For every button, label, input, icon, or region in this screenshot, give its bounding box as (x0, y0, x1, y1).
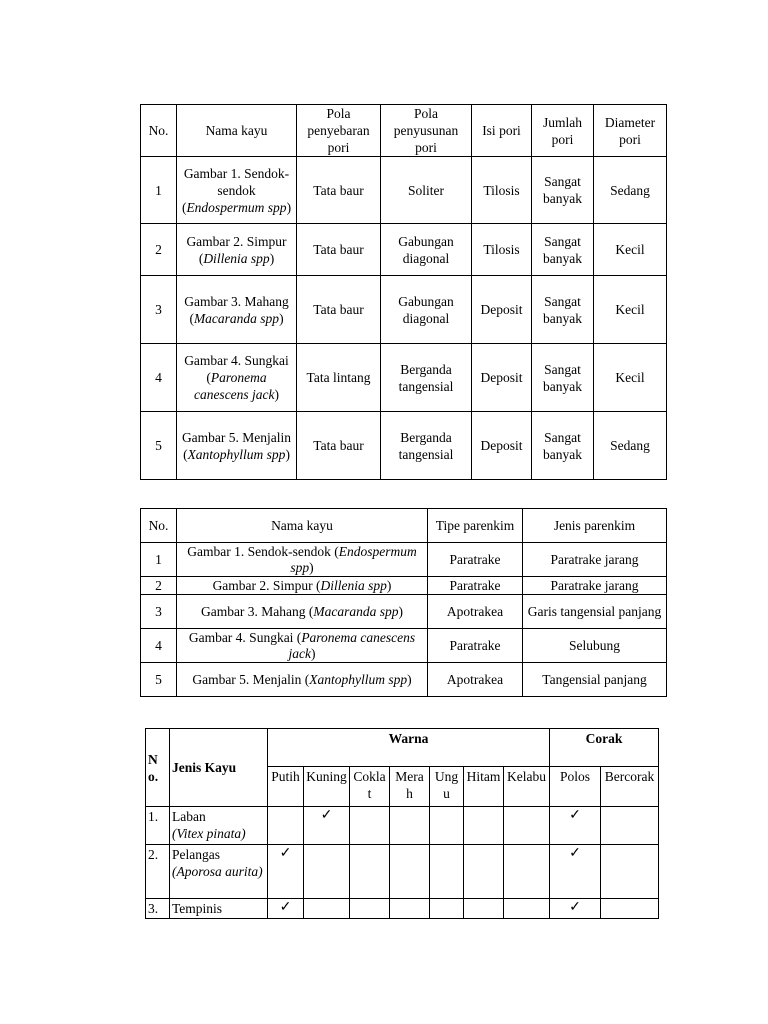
warna-cell (268, 899, 304, 919)
header-corak-col: Bercorak (601, 767, 659, 807)
row-no: 3 (141, 276, 177, 344)
tipe-parenkim: Apotrakea (428, 595, 523, 629)
pore-table (140, 104, 667, 480)
corak-cell (601, 807, 659, 845)
header-warna-col: Coklat (350, 767, 390, 807)
pola-penyebaran: Tata baur (297, 224, 381, 276)
row-no: 4 (141, 344, 177, 412)
table-row (141, 344, 667, 412)
latin-name: (Vitex pinata) (172, 826, 246, 841)
wood-name-prefix: Gambar 2. Simpur ( (212, 577, 321, 593)
latin-name: Macaranda spp (313, 603, 399, 619)
wood-name (177, 224, 297, 276)
latin-name: Dillenia spp (203, 250, 270, 266)
warna-cell (268, 807, 304, 845)
header-warna-col: Merah (390, 767, 430, 807)
row-no: 3. (146, 899, 170, 919)
header-jenis-parenkim: Jenis parenkim (523, 509, 667, 543)
warna-cell (350, 807, 390, 845)
wood-common-name: Tempinis (172, 901, 223, 916)
header-warna-col: Kelabu (504, 767, 550, 807)
wood-name (177, 595, 428, 629)
header-warna-col: Ungu (430, 767, 464, 807)
warna-cell (304, 845, 350, 899)
check-mark-icon: ✓ (569, 846, 581, 861)
table-row (146, 807, 659, 845)
header-corak: Corak (550, 729, 659, 767)
table-row (141, 663, 667, 697)
warna-cell (390, 845, 430, 899)
warna-cell (304, 899, 350, 919)
pola-penyebaran: Tata baur (297, 276, 381, 344)
table-row (141, 629, 667, 663)
warna-cell (304, 807, 350, 845)
wood-name (177, 412, 297, 480)
table-row (141, 276, 667, 344)
warna-cell (464, 899, 504, 919)
wood-name-suffix: ) (269, 250, 275, 266)
tipe-parenkim: Paratrake (428, 629, 523, 663)
row-no: 4 (141, 629, 177, 663)
latin-name: Paronema canescens jack (288, 629, 416, 661)
header-pola-penyusunan: Pola penyusunan pori (381, 105, 472, 157)
color-pattern-table (145, 728, 659, 919)
tipe-parenkim: Paratrake (428, 543, 523, 577)
tipe-parenkim: Paratrake (428, 577, 523, 595)
wood-name-prefix: Gambar 3. Mahang ( (200, 603, 314, 619)
table-row (141, 224, 667, 276)
warna-cell (464, 807, 504, 845)
pola-penyusunan: Soliter (381, 157, 472, 224)
wood-name-suffix: ) (386, 577, 392, 593)
isi-pori: Deposit (472, 276, 532, 344)
check-mark-icon: ✓ (320, 808, 333, 823)
corak-cell (550, 899, 601, 919)
table-row (146, 845, 659, 899)
warna-cell (350, 899, 390, 919)
row-no: 2. (146, 845, 170, 899)
warna-cell (390, 807, 430, 845)
pola-penyebaran: Tata baur (297, 157, 381, 224)
wood-name-prefix: Gambar 4. Sungkai ( (188, 629, 302, 645)
table-header-row (141, 509, 667, 543)
header-jumlah-pori: Jumlah pori (532, 105, 594, 157)
warna-cell (504, 845, 550, 899)
pola-penyebaran: Tata lintang (297, 344, 381, 412)
isi-pori: Deposit (472, 344, 532, 412)
jenis-parenkim: Tangensial panjang (523, 663, 667, 697)
isi-pori: Tilosis (472, 157, 532, 224)
wood-name-suffix: ) (311, 645, 316, 661)
corak-cell (601, 899, 659, 919)
pola-penyusunan: Gabungan diagonal (381, 224, 472, 276)
row-no: 5 (141, 412, 177, 480)
jumlah-pori: Sangat banyak (532, 276, 594, 344)
isi-pori: Tilosis (472, 224, 532, 276)
header-warna-col: Kuning (304, 767, 350, 807)
check-mark-icon: ✓ (569, 900, 581, 915)
wood-name-prefix: Gambar 2. Simpur ( (186, 233, 287, 266)
pola-penyusunan: Berganda tangensial (381, 412, 472, 480)
corak-cell (550, 807, 601, 845)
header-warna: Warna (268, 729, 550, 767)
check-mark-icon: ✓ (569, 808, 581, 823)
table-row (141, 577, 667, 595)
header-isi-pori: Isi pori (472, 105, 532, 157)
latin-name: Xantophyllum spp (187, 446, 286, 462)
wood-name-prefix: Gambar 1. Sendok-sendok ( (181, 165, 290, 215)
warna-cell (268, 845, 304, 899)
wood-name (170, 845, 268, 899)
header-no: No. (141, 509, 177, 543)
header-nama-kayu: Nama kayu (177, 509, 428, 543)
row-no: 2 (141, 224, 177, 276)
row-no: 1 (141, 157, 177, 224)
wood-common-name: Laban (172, 809, 206, 824)
parenchyma-table (140, 508, 667, 697)
table-header-row (141, 105, 667, 157)
table-row (141, 595, 667, 629)
jenis-parenkim: Paratrake jarang (523, 543, 667, 577)
warna-cell (390, 899, 430, 919)
diameter-pori: Sedang (594, 412, 667, 480)
latin-name: Endospermum spp (186, 199, 287, 215)
jumlah-pori: Sangat banyak (532, 344, 594, 412)
header-corak-col: Polos (550, 767, 601, 807)
row-no: 3 (141, 595, 177, 629)
wood-name (177, 543, 428, 577)
table-row (141, 157, 667, 224)
header-pola-penyebaran: Pola penyebaran pori (297, 105, 381, 157)
wood-name (177, 577, 428, 595)
wood-name-prefix: Gambar 5. Menjalin ( (181, 429, 292, 462)
wood-common-name: Pelangas (172, 847, 220, 862)
wood-name-suffix: ) (407, 671, 412, 687)
table-row (141, 543, 667, 577)
wood-name-prefix: Gambar 5. Menjalin ( (192, 671, 310, 687)
check-mark-icon: ✓ (279, 846, 292, 861)
wood-name (177, 344, 297, 412)
diameter-pori: Sedang (594, 157, 667, 224)
jenis-parenkim: Garis tangensial panjang (523, 595, 667, 629)
jenis-parenkim: Paratrake jarang (523, 577, 667, 595)
diameter-pori: Kecil (594, 276, 667, 344)
pola-penyusunan: Berganda tangensial (381, 344, 472, 412)
wood-name-suffix: ) (279, 310, 284, 326)
header-no: No. (141, 105, 177, 157)
latin-name: (Aporosa aurita) (172, 864, 263, 879)
wood-name (170, 807, 268, 845)
row-no: 1. (146, 807, 170, 845)
jumlah-pori: Sangat banyak (532, 412, 594, 480)
wood-name-suffix: ) (285, 446, 290, 462)
header-warna-col: Hitam (464, 767, 504, 807)
warna-cell (430, 845, 464, 899)
warna-cell (464, 845, 504, 899)
wood-name-suffix: ) (398, 603, 404, 619)
wood-name-prefix: Gambar 3. Mahang ( (184, 293, 289, 326)
jumlah-pori: Sangat banyak (532, 157, 594, 224)
wood-name-suffix: ) (309, 559, 314, 575)
isi-pori: Deposit (472, 412, 532, 480)
wood-name (177, 663, 428, 697)
warna-cell (430, 807, 464, 845)
check-mark-icon: ✓ (279, 900, 292, 915)
row-no: 2 (141, 577, 177, 595)
table-row (146, 899, 659, 919)
corak-cell (550, 845, 601, 899)
header-tipe-parenkim: Tipe parenkim (428, 509, 523, 543)
latin-name: Xantophyllum spp (309, 671, 408, 687)
warna-cell (504, 807, 550, 845)
wood-name-suffix: ) (274, 387, 280, 402)
jenis-parenkim: Selubung (523, 629, 667, 663)
warna-cell (430, 899, 464, 919)
header-jenis-kayu: Jenis Kayu (170, 729, 268, 807)
pola-penyebaran: Tata baur (297, 412, 381, 480)
wood-name (170, 899, 268, 919)
table-row (141, 412, 667, 480)
wood-name-suffix: ) (286, 199, 292, 215)
row-no: 5 (141, 663, 177, 697)
wood-name-prefix: Gambar 4. Sungkai ( (184, 353, 289, 385)
latin-name: Dillenia spp (320, 577, 387, 593)
diameter-pori: Kecil (594, 224, 667, 276)
latin-name: Macaranda spp (193, 310, 280, 326)
wood-name (177, 276, 297, 344)
row-no: 1 (141, 543, 177, 577)
diameter-pori: Kecil (594, 344, 667, 412)
corak-cell (601, 845, 659, 899)
wood-name-prefix: Gambar 1. Sendok-sendok ( (187, 543, 339, 559)
header-warna-col: Putih (268, 767, 304, 807)
table-header-row (146, 729, 659, 767)
warna-cell (350, 845, 390, 899)
latin-name: Paronema canescens jack (193, 370, 275, 402)
wood-name (177, 157, 297, 224)
warna-cell (504, 899, 550, 919)
wood-name (177, 629, 428, 663)
pola-penyusunan: Gabungan diagonal (381, 276, 472, 344)
header-nama-kayu: Nama kayu (177, 105, 297, 157)
header-no: No. (146, 729, 170, 807)
latin-name: Endospermum spp (290, 543, 417, 575)
header-diameter-pori: Diameter pori (594, 105, 667, 157)
jumlah-pori: Sangat banyak (532, 224, 594, 276)
tipe-parenkim: Apotrakea (428, 663, 523, 697)
